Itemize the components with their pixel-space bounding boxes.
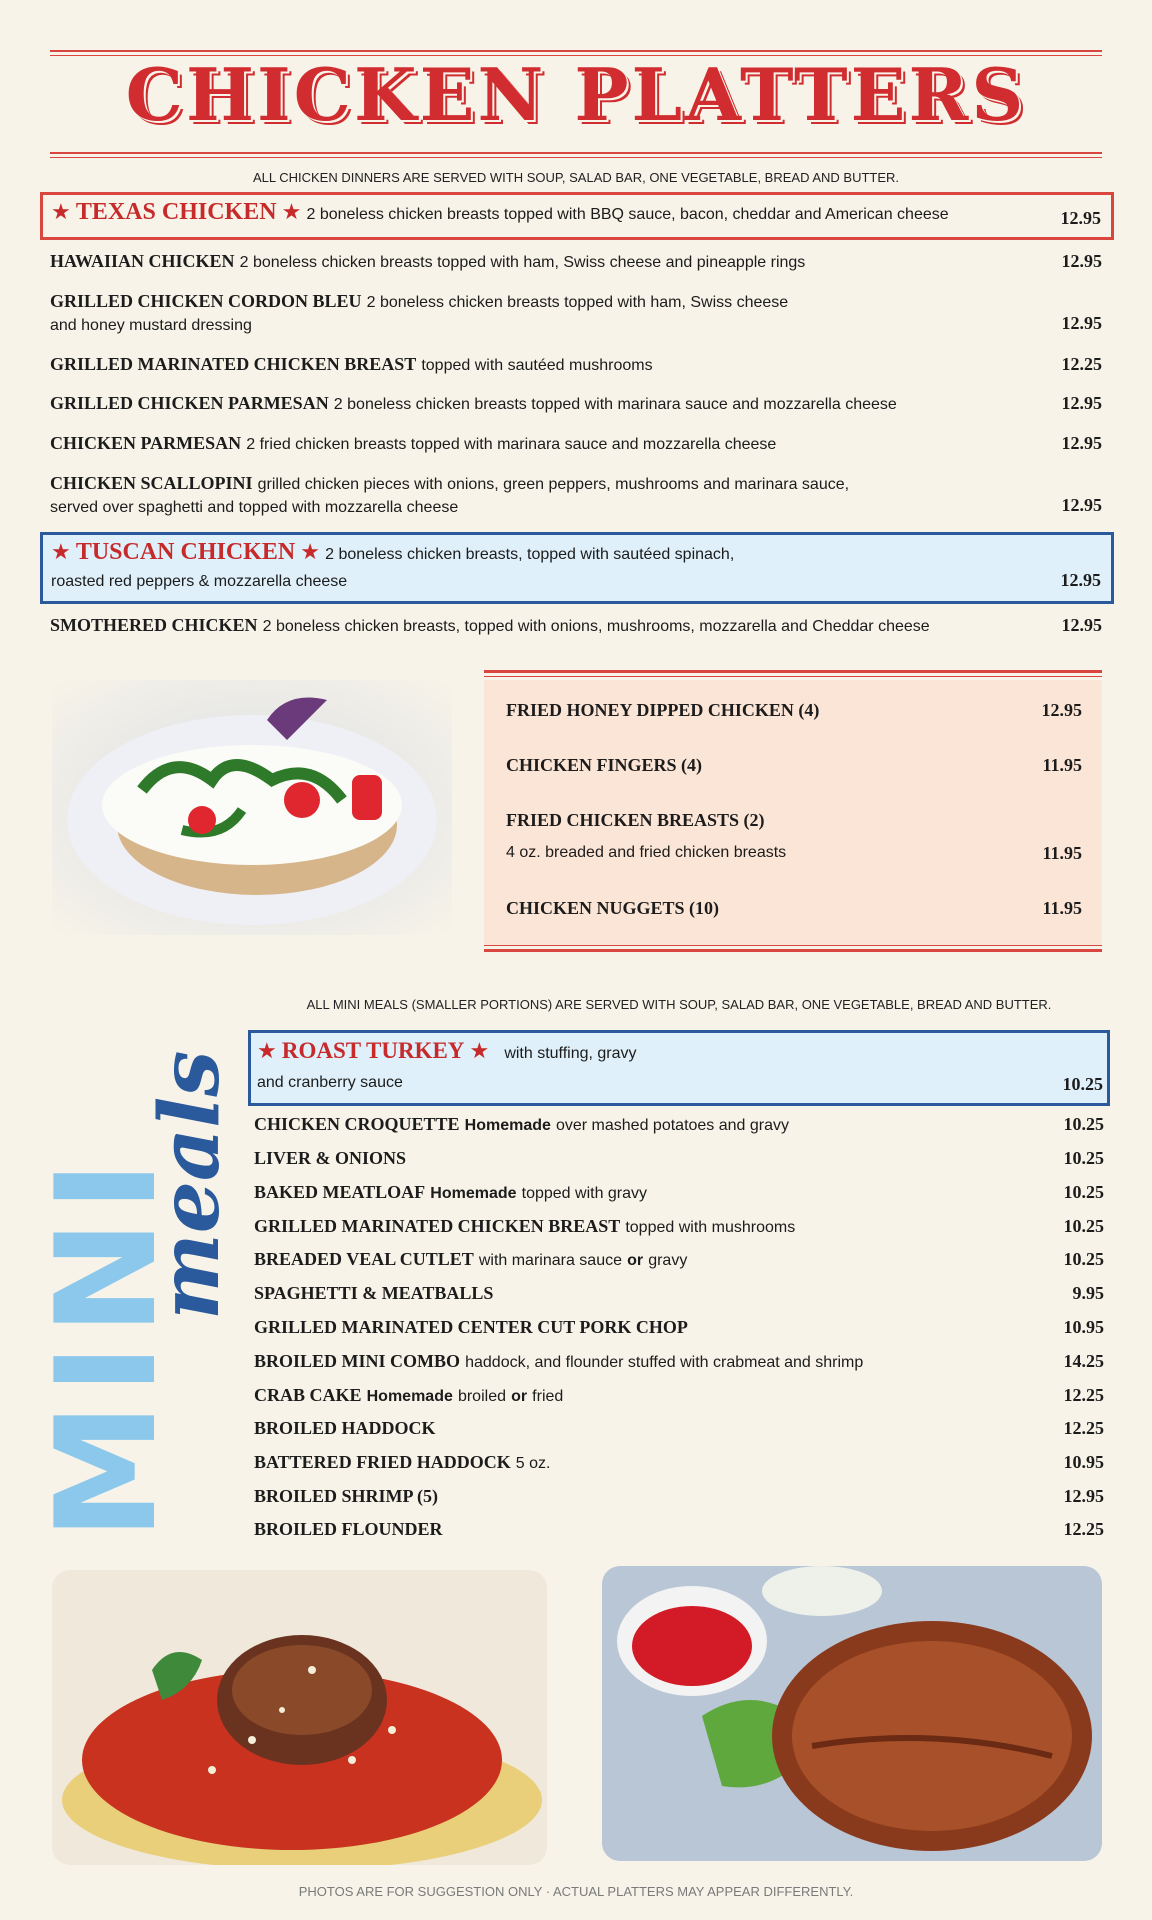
mini-meal-desc: with marinara sauce <box>478 1252 622 1269</box>
platter-item-chicken-parmesan <box>50 432 1102 454</box>
platter-item-texas-chicken <box>40 192 1114 240</box>
mini-meal-name: BROILED HADDOCK <box>254 1418 436 1438</box>
meals-word: meals <box>142 1050 238 1320</box>
platter-item-tuscan-chicken <box>40 532 1114 604</box>
mini-meal-desc: haddock, and flounder stuffed with crabmeat and shrimp <box>465 1354 864 1371</box>
mini-meal-price: 10.25 <box>1063 1148 1104 1168</box>
mini-meal-name: CHICKEN CROQUETTE <box>254 1114 460 1134</box>
box-bottom-rule-thin <box>484 945 1102 946</box>
mini-meal-item <box>254 1382 1104 1408</box>
platter-name: CHICKEN PARMESAN <box>50 433 242 453</box>
platter-desc-line2: served over spaghetti and topped with mozzarella cheese <box>50 499 459 516</box>
platter-desc: 2 boneless chicken breasts topped with ham, Swiss cheese and pineapple rings <box>239 254 806 271</box>
platter-name: GRILLED CHICKEN PARMESAN <box>50 393 329 413</box>
platter-desc: 2 boneless chicken breasts, topped with sautéed spinach, <box>325 546 735 563</box>
footer-note: PHOTOS ARE FOR SUGGESTION ONLY · ACTUAL PLATTERS MAY APPEAR DIFFERENTLY. <box>298 1884 854 1899</box>
mini-meal-item <box>254 1516 1104 1542</box>
platter-item-cordon-bleu <box>50 290 1102 334</box>
platter-item-grilled-parmesan <box>50 392 1102 414</box>
platter-price: 12.95 <box>1061 251 1102 271</box>
mini-meal-price: 10.25 <box>1063 1216 1104 1236</box>
platter-price: 12.95 <box>1061 615 1102 635</box>
mini-meal-price: 10.25 <box>1063 1114 1104 1134</box>
star-icon: ★ <box>281 200 302 225</box>
platter-name: TUSCAN CHICKEN <box>75 539 296 565</box>
platter-name: GRILLED CHICKEN CORDON BLEU <box>50 291 362 311</box>
mini-meal-item <box>254 1348 1104 1374</box>
fried-item-name: CHICKEN FINGERS (4) <box>506 755 703 775</box>
fried-item-name: FRIED HONEY DIPPED CHICKEN (4) <box>506 700 820 720</box>
mini-meal-desc-after: fried <box>532 1388 564 1405</box>
mini-meal-item <box>254 1213 1104 1239</box>
platter-desc: 2 boneless chicken breasts topped with marinara sauce and mozzarella cheese <box>333 396 897 413</box>
mini-meal-item <box>254 1111 1104 1137</box>
platter-desc: 2 fried chicken breasts topped with marinara sauce and mozzarella cheese <box>246 436 777 453</box>
mini-meal-name: BROILED MINI COMBO <box>254 1351 461 1371</box>
mini-meal-item <box>254 1449 1104 1475</box>
mini-meal-desc: broiled <box>457 1388 506 1405</box>
mini-meal-item <box>254 1314 1104 1340</box>
mini-meal-item <box>254 1483 1104 1509</box>
mini-featured-name: ROAST TURKEY <box>281 1038 465 1063</box>
star-icon: ★ <box>300 540 321 565</box>
fried-item <box>506 810 1082 831</box>
fried-item-price: 11.95 <box>1042 843 1082 863</box>
mini-featured-roast-turkey <box>248 1030 1110 1106</box>
mini-meal-name: CRAB CAKE <box>254 1385 362 1405</box>
mini-meal-name: GRILLED MARINATED CHICKEN BREAST <box>254 1216 621 1236</box>
star-icon: ★ <box>51 540 71 565</box>
box-top-rule <box>484 670 1102 673</box>
fried-item <box>506 898 1082 919</box>
star-icon: ★ <box>469 1039 490 1064</box>
mini-meal-name: BROILED SHRIMP (5) <box>254 1486 439 1506</box>
mini-meal-name: LIVER & ONIONS <box>254 1148 407 1168</box>
platter-item-grilled-marinated <box>50 353 1102 375</box>
mini-note: ALL MINI MEALS (SMALLER PORTIONS) ARE SERVED WITH SOUP, SALAD BAR, ONE VEGETABLE, BREAD AND BUTTER. <box>306 997 1052 1012</box>
fried-chicken-box <box>484 680 1102 945</box>
mini-meal-price: 10.25 <box>1063 1182 1104 1202</box>
platter-item-smothered-chicken <box>50 614 1102 636</box>
fried-item-price: 11.95 <box>1042 898 1082 918</box>
mini-meal-or: or <box>627 1252 644 1269</box>
photo-breaded-veal-cutlet <box>602 1566 1102 1861</box>
box-bottom-rule <box>484 949 1102 952</box>
photo-tuscan-chicken <box>52 680 452 935</box>
platter-price: 12.95 <box>1061 313 1102 333</box>
platter-price: 12.95 <box>1061 393 1102 413</box>
platters-note: ALL CHICKEN DINNERS ARE SERVED WITH SOUP, SALAD BAR, ONE VEGETABLE, BREAD AND BUTTER. <box>252 170 900 185</box>
mini-meal-name: BREADED VEAL CUTLET <box>254 1249 474 1269</box>
fried-item-price: 12.95 <box>1041 700 1082 720</box>
platter-desc: 2 boneless chicken breasts topped with ham, Swiss cheese <box>366 294 789 311</box>
mini-meal-name: BROILED FLOUNDER <box>254 1519 443 1539</box>
photo-spaghetti-meatballs <box>52 1570 547 1865</box>
platter-item-hawaiian-chicken <box>50 250 1102 272</box>
title-rule-thin <box>50 157 1102 158</box>
fried-item <box>506 700 1082 721</box>
platter-desc: grilled chicken pieces with onions, green peppers, mushrooms and marinara sauce, <box>257 476 850 493</box>
mini-meal-name: SPAGHETTI & MEATBALLS <box>254 1283 494 1303</box>
mini-featured-desc: with stuffing, gravy <box>504 1045 637 1062</box>
box-top-rule-thin <box>484 676 1102 677</box>
mini-meal-or: or <box>511 1388 528 1405</box>
mini-meal-desc: 5 oz. <box>515 1455 551 1472</box>
mini-meal-price: 12.25 <box>1063 1385 1104 1405</box>
mini-featured-desc-line2: and cranberry sauce <box>257 1074 403 1091</box>
platter-price: 12.95 <box>1061 433 1102 453</box>
mini-meal-name: BAKED MEATLOAF <box>254 1182 426 1202</box>
meals-script-wrap <box>142 1000 238 1320</box>
mini-meal-name: GRILLED MARINATED CENTER CUT PORK CHOP <box>254 1317 688 1337</box>
platter-desc: 2 boneless chicken breasts, topped with onions, mushrooms, mozzarella and Cheddar cheese <box>262 618 930 635</box>
platter-name: SMOTHERED CHICKEN <box>50 615 258 635</box>
fried-item-name: CHICKEN NUGGETS (10) <box>506 898 720 918</box>
mini-meal-homemade: Homemade <box>430 1185 517 1202</box>
mini-meal-homemade: Homemade <box>366 1388 453 1405</box>
mini-meal-desc: topped with gravy <box>521 1185 648 1202</box>
platter-name: HAWAIIAN CHICKEN <box>50 251 235 271</box>
mini-meal-desc: topped with mushrooms <box>625 1219 796 1236</box>
platter-item-scallopini <box>50 472 1102 516</box>
mini-meal-item <box>254 1280 1104 1306</box>
mini-meal-desc-after: gravy <box>648 1252 688 1269</box>
mini-meal-item <box>254 1145 1104 1171</box>
star-icon: ★ <box>257 1039 277 1064</box>
mini-featured-price: 10.25 <box>1062 1074 1103 1094</box>
mini-meal-item <box>254 1246 1104 1272</box>
mini-meal-price: 10.95 <box>1063 1452 1104 1472</box>
mini-meal-price: 12.25 <box>1063 1418 1104 1438</box>
page-title: CHICKEN PLATTERS <box>125 52 1027 137</box>
platter-desc: topped with sautéed mushrooms <box>421 357 653 374</box>
platter-price: 12.95 <box>1060 208 1101 228</box>
fried-item-name: FRIED CHICKEN BREASTS (2) <box>506 810 765 830</box>
title-rule <box>50 152 1102 154</box>
star-icon: ★ <box>51 200 71 225</box>
platter-name: GRILLED MARINATED CHICKEN BREAST <box>50 354 417 374</box>
mini-meal-item <box>254 1415 1104 1441</box>
mini-meal-homemade: Homemade <box>464 1117 551 1134</box>
platter-desc-line2: roasted red peppers & mozzarella cheese <box>51 573 348 590</box>
fried-item-desc: 4 oz. breaded and fried chicken breasts <box>506 844 787 861</box>
mini-meal-name: BATTERED FRIED HADDOCK <box>254 1452 511 1472</box>
platter-desc: 2 boneless chicken breasts topped with BBQ sauce, bacon, cheddar and American cheese <box>306 206 949 223</box>
platter-desc-line2: and honey mustard dressing <box>50 317 252 334</box>
mini-meal-price: 10.25 <box>1063 1249 1104 1269</box>
mini-meal-price: 10.95 <box>1063 1317 1104 1337</box>
platter-price: 12.95 <box>1061 495 1102 515</box>
platter-name: CHICKEN SCALLOPINI <box>50 473 253 493</box>
mini-word: MINI <box>26 1152 187 1540</box>
mini-meal-price: 12.25 <box>1063 1519 1104 1539</box>
mini-meal-price: 14.25 <box>1063 1351 1104 1371</box>
mini-meal-item <box>254 1179 1104 1205</box>
mini-meal-desc: over mashed potatoes and gravy <box>555 1117 790 1134</box>
mini-meal-price: 9.95 <box>1072 1283 1104 1303</box>
platter-price: 12.25 <box>1061 354 1102 374</box>
mini-meal-price: 12.95 <box>1063 1486 1104 1506</box>
platter-price: 12.95 <box>1060 570 1101 590</box>
fried-item-price: 11.95 <box>1042 755 1082 775</box>
fried-item <box>506 755 1082 776</box>
platter-name: TEXAS CHICKEN <box>75 199 277 225</box>
